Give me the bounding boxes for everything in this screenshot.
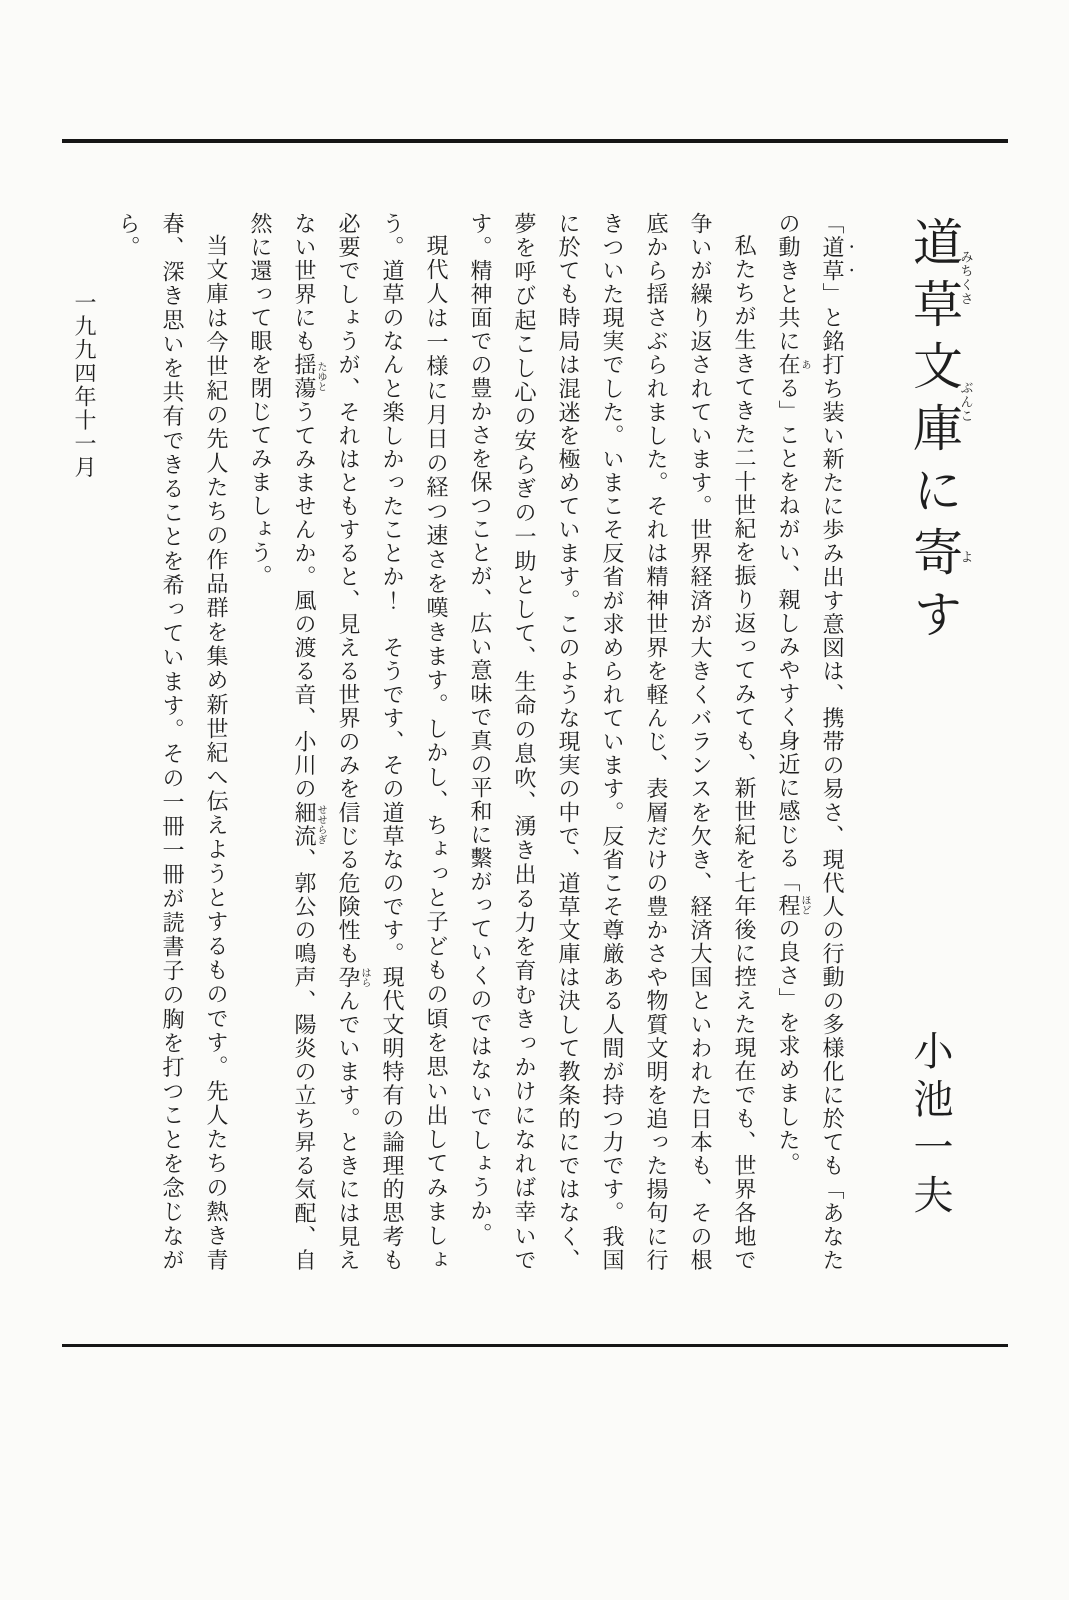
bottom-rule	[62, 1344, 1008, 1347]
author-signature: 小池一夫	[908, 1030, 953, 1222]
paragraph: 当文庫は今世紀の先人たちの作品群を集め新世紀へ伝えようとするものです。先人たちの熱き青春、深き思いを共有できることを希っています。その一冊一冊が読書子の胸を打つことを念じながら。	[116, 212, 229, 1272]
top-rule	[62, 139, 1008, 143]
paragraph: 私たちが生きてきた二十世紀を振り返ってみても、新世紀を七年後に控えた現在でも、世界各地で争いが繰り返されています。世界経済が大きくバランスを欠き、経済大国といわれた日本も、その根底から揺さぶられました。それは精神世界を軽んじ、表層だけの豊かさや物質文明を追った揚句に行きついた現実でした。いまこそ反省が求められています。反省こそ尊厳ある人間が持つ力です。我国に於ても時局は混迷を極めています。このような現実の中で、道草文庫は決して教条的にではなく、夢を呼び起こし心の安らぎの一助として、生命の息吹、湧き出る力を育むきっかけになれば幸いです。精神面での豊かさを保つことが、広い意味で真の平和に繫がっていくのではないでしょうか。	[468, 212, 757, 1273]
paragraph: 「道草」と銘打ち装い新たに歩み出す意図は、携帯の易さ、現代人の行動の多様化に於ても「あなたの動きと共に在ある」ことをねがい、親しみやすく身近に感じる「程ほどの良さ」を求めました。	[776, 212, 845, 1273]
preface-body	[62, 212, 857, 1272]
date-line: 一九九四年十一月	[72, 291, 97, 480]
paragraph: 現代人は一様に月日の経つ速さを嘆きます。しかし、ちょっと子どもの頃を思い出してみましょう。道草のなんと楽しかったことか！ そうです、その道草なのです。現代文明特有の論理的思考も必要でしょうが、それはともすると、見える世界のみを信じる危険性も孕はらんでいます。ときには見えない世界にも揺蕩たゆとうてみませんか。風の渡る音、小川の細流せせらぎ、郭公の鳴声、陽炎の立ち昇る気配、自然に還って眼を閉じてみましょう。	[248, 212, 449, 1273]
book-title-calligraphy: 道草みちくさ文庫ぶんこに寄よす	[906, 216, 974, 650]
